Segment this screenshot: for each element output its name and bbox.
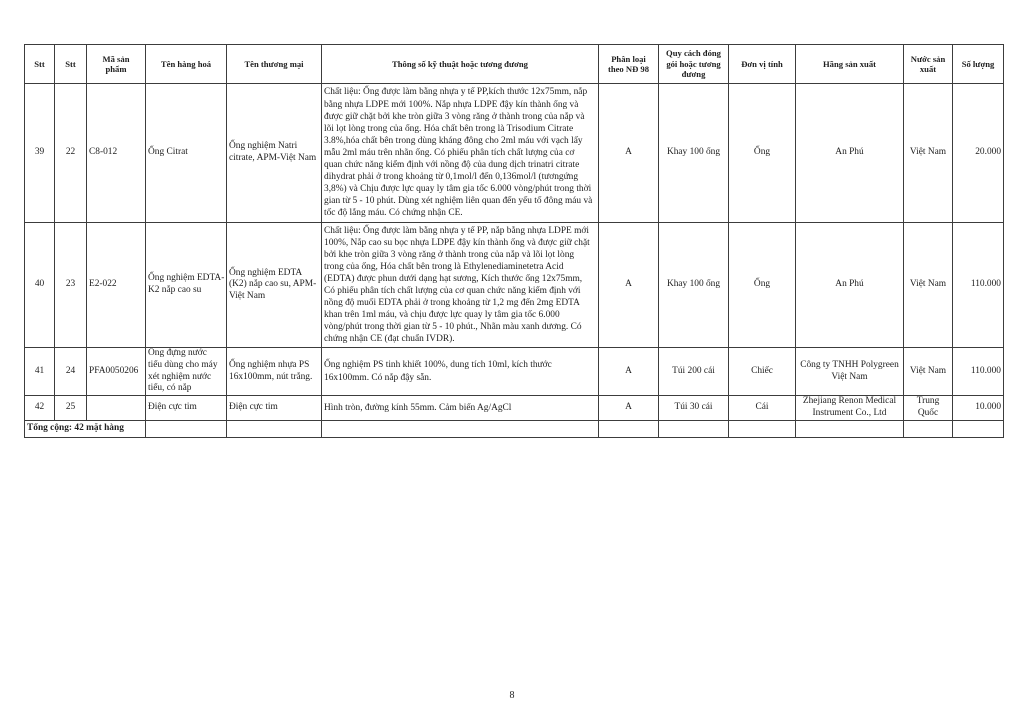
- cell-text-line-row: [731, 279, 793, 291]
- cell-text-line-row: [324, 135, 596, 147]
- cell-item-name: [146, 348, 227, 396]
- cell-text-line: trong của ống, Hóa chất bên trong là Ethylenediaminetetra Acid: [324, 261, 564, 272]
- cell-text-line: C8-012: [89, 147, 118, 158]
- cell-product-code: [87, 396, 146, 421]
- column-header-label-row: [955, 59, 1001, 70]
- cell-text-line: được giữ chặt bởi khe tròn giữa 3 vòng răng ở thành trong của nắp và: [324, 111, 585, 122]
- cell-packing: [659, 396, 729, 421]
- cell-text-line-row: [148, 348, 224, 360]
- column-header-label: phẩm: [105, 64, 127, 74]
- cell-quantity: [953, 348, 1004, 396]
- cell-text-line-row: [324, 225, 596, 237]
- cell-text-line: khan trên 1ml máu, và chịu được lực quay ly tâm gia tốc 6.000: [324, 310, 560, 321]
- cell-text-line-row: [661, 279, 726, 291]
- cell-text-line: 3.8%,hóa chất bên trong dùng kháng đông cho 2ml máu với vạch lấy: [324, 135, 583, 146]
- cell-text-line: Ống: [753, 147, 771, 158]
- cell-text-line: 20.000: [975, 147, 1001, 158]
- column-header-label: theo NĐ 98: [607, 64, 650, 74]
- cell-stt: [25, 396, 55, 421]
- cell-text-line: Instrument Co., Ltd: [812, 408, 887, 418]
- cell-text-line: dihydrat phải ở trong khoảng từ 0,1mol/l đến 0,136mol/l (tươngứng: [324, 172, 579, 183]
- column-header-label: Mã sản: [102, 53, 130, 64]
- cell-country: [904, 396, 953, 421]
- table-body: [25, 84, 1004, 438]
- column-header-label-row: [27, 59, 52, 70]
- cell-text-line-row: [798, 147, 901, 159]
- cell-text-line-row: [955, 402, 1001, 414]
- table-row: [25, 223, 1004, 348]
- column-header-label-row: [89, 54, 143, 65]
- cell-text-line-row: [906, 396, 950, 408]
- cell-text-line: Chất liệu: Ống được làm bằng nhựa y tế PP,kích thước 12x75mm, nắp: [324, 87, 588, 98]
- cell-text-line: 110.000: [970, 279, 1001, 290]
- table-row: [25, 396, 1004, 421]
- cell-trade-name: [227, 348, 322, 396]
- cell-text-line-row: [148, 402, 224, 414]
- total-row-empty-cell: [146, 421, 227, 438]
- cell-text-line-row: [324, 207, 596, 219]
- cell-text-line: Việt Nam: [909, 365, 947, 376]
- cell-text-line: Việt Nam: [909, 147, 947, 158]
- cell-specification: [322, 84, 599, 223]
- column-header-label-row: [661, 48, 726, 59]
- cell-item-name: [146, 223, 227, 348]
- cell-text-line-row: [731, 366, 793, 378]
- cell-text-line-row: [661, 147, 726, 159]
- column-header-label: Stt: [34, 58, 45, 69]
- cell-text-line: 16x100mm, nút trắng.: [229, 371, 313, 382]
- cell-packing: [659, 348, 729, 396]
- cell-text-line: K2 nắp cao su: [148, 285, 202, 295]
- cell-text-line: A: [625, 279, 632, 290]
- cell-text-line-row: [601, 366, 656, 378]
- cell-text-line-row: [229, 141, 319, 153]
- column-header-manufacturer: [796, 45, 904, 84]
- column-header-label-row: [229, 59, 319, 70]
- cell-text-line-row: [324, 171, 596, 183]
- column-header-label-row: [731, 59, 793, 70]
- cell-text-line: xét nghiệm nước: [148, 371, 212, 382]
- cell-text-line-row: [324, 123, 596, 135]
- cell-text-line-row: [324, 99, 596, 111]
- cell-text-line: Công ty TNHH Polygreen: [800, 359, 899, 370]
- cell-specification: [322, 396, 599, 421]
- cell-manufacturer: [796, 348, 904, 396]
- column-header-stt: [25, 45, 55, 84]
- total-row: [25, 421, 1004, 438]
- column-header-label: Phân loại: [611, 53, 646, 64]
- column-header-label-row: [601, 64, 656, 75]
- column-header-label-row: [324, 59, 596, 70]
- cell-product-code: [87, 348, 146, 396]
- cell-stt-group: [55, 84, 87, 223]
- cell-text-line-row: [906, 279, 950, 291]
- product-table: [24, 44, 1004, 438]
- cell-text-line: A: [625, 402, 632, 413]
- column-header-unit: [729, 45, 796, 84]
- cell-text-line: 16x100mm. Có nắp đậy sẵn.: [324, 372, 432, 383]
- cell-text-line-row: [324, 261, 596, 273]
- cell-classification: [599, 84, 659, 223]
- column-header-label: đương: [681, 69, 706, 80]
- cell-text-line-row: [57, 402, 84, 414]
- cell-text-line-row: [27, 402, 52, 414]
- cell-text-line-row: [229, 360, 319, 372]
- cell-text-line: 23: [65, 279, 76, 290]
- cell-text-line: (K2) nắp cao su, APM-: [229, 279, 317, 290]
- cell-trade-name: [227, 396, 322, 421]
- column-header-label: Nước sản: [910, 53, 946, 64]
- cell-text-line-row: [798, 396, 901, 408]
- cell-text-line-row: [229, 291, 319, 303]
- total-row-empty-cell: [953, 421, 1004, 438]
- cell-text-line-row: [661, 366, 726, 378]
- column-header-label-row: [57, 59, 84, 70]
- cell-stt: [25, 223, 55, 348]
- column-header-product-code: [87, 45, 146, 84]
- cell-text-line-row: [955, 147, 1001, 159]
- cell-stt: [25, 84, 55, 223]
- column-header-label: Thông số kỹ thuật hoặc tương đương: [392, 58, 528, 69]
- cell-specification: [322, 223, 599, 348]
- column-header-label-row: [601, 54, 656, 65]
- cell-text-line: Việt Nam: [909, 279, 947, 290]
- cell-text-line-row: [89, 147, 143, 159]
- cell-text-line: Ống nghiệm nhựa PS: [229, 359, 310, 370]
- cell-classification: [599, 348, 659, 396]
- cell-text-line-row: [798, 279, 901, 291]
- cell-text-line-row: [148, 372, 224, 384]
- cell-text-line-row: [89, 279, 143, 291]
- cell-text-line: A: [625, 147, 632, 158]
- cell-item-name: [146, 396, 227, 421]
- table-header: [25, 45, 1004, 84]
- cell-text-line-row: [229, 402, 319, 414]
- page-number: 8: [509, 690, 515, 701]
- table-row: [25, 348, 1004, 396]
- cell-text-line: 41: [34, 365, 45, 376]
- cell-text-line: E2-022: [89, 279, 117, 290]
- cell-text-line: lõi lọt lòng trong của ống. Hóa chất bên trong là Trisodium Citrate: [324, 123, 574, 134]
- cell-manufacturer: [796, 396, 904, 421]
- cell-classification: [599, 396, 659, 421]
- cell-unit: [729, 84, 796, 223]
- cell-text-line-row: [324, 359, 596, 371]
- cell-text-line-row: [324, 285, 596, 297]
- column-header-label-row: [148, 59, 224, 70]
- cell-product-code: [87, 223, 146, 348]
- cell-text-line: Túi 30 cái: [674, 402, 713, 413]
- cell-text-line: nồng độ muối EDTA phải ở trong khoảng từ 1,2 mg đến 2mg EDTA: [324, 298, 580, 309]
- cell-text-line: Ống nghiệm Natri: [229, 141, 298, 152]
- cell-text-line: Quốc: [917, 408, 939, 418]
- cell-text-line: Hình tròn, đường kính 55mm. Cảm biến Ag/AgCl: [324, 402, 512, 413]
- cell-text-line: Ống: [753, 279, 771, 290]
- column-header-label: Hãng sản xuất: [822, 58, 876, 69]
- column-header-label: Tên thương mại: [244, 58, 304, 69]
- column-header-trade-name: [227, 45, 322, 84]
- cell-text-line: 3,8%) và Chịu được lực quay ly tâm gia tốc 6.000 vòng/phút trong thời: [324, 184, 592, 195]
- cell-packing: [659, 223, 729, 348]
- column-header-packing: [659, 45, 729, 84]
- cell-text-line: Điện cực tim: [148, 402, 197, 413]
- cell-text-line: bằng nhựa LDPE mới 100%. Nắp nhựa LDPE đậy kín thành ống và: [324, 99, 579, 110]
- cell-text-line-row: [148, 273, 224, 285]
- cell-manufacturer: [796, 84, 904, 223]
- cell-text-line-row: [148, 383, 224, 395]
- cell-text-line-row: [148, 147, 224, 159]
- cell-text-line: 22: [65, 147, 76, 158]
- total-row-empty-cell: [659, 421, 729, 438]
- cell-text-line-row: [798, 372, 901, 384]
- cell-text-line: citrate, APM-Việt Nam: [229, 153, 317, 163]
- cell-country: [904, 223, 953, 348]
- column-header-label-row: [906, 54, 950, 65]
- column-header-label: Tên hàng hoá: [160, 58, 212, 69]
- cell-text-line-row: [229, 153, 319, 165]
- cell-text-line-row: [57, 279, 84, 291]
- total-row-empty-cell: [322, 421, 599, 438]
- cell-text-line: 42: [34, 402, 45, 413]
- cell-text-line: 10.000: [975, 402, 1001, 413]
- cell-text-line-row: [324, 111, 596, 123]
- cell-text-line-row: [324, 372, 596, 384]
- cell-specification: [322, 348, 599, 396]
- cell-text-line: Trung: [916, 396, 940, 407]
- cell-text-line-row: [955, 279, 1001, 291]
- total-row-empty-cell: [796, 421, 904, 438]
- cell-text-line-row: [906, 366, 950, 378]
- cell-unit: [729, 348, 796, 396]
- cell-text-line-row: [27, 147, 52, 159]
- cell-text-line: tốc độ lắng máu. Có chứng nhận CE.: [324, 208, 463, 219]
- column-header-label: Số lượng: [961, 58, 995, 69]
- total-label: Tổng cộng: 42 mặt hàng: [27, 423, 124, 434]
- cell-text-line-row: [229, 279, 319, 291]
- cell-text-line-row: [324, 147, 596, 159]
- cell-text-line: Ống đựng nước: [148, 348, 207, 359]
- cell-text-line: Túi 200 cái: [672, 365, 715, 376]
- cell-text-line-row: [324, 333, 596, 345]
- cell-text-line: Khay 100 ống: [666, 147, 721, 158]
- cell-stt: [25, 348, 55, 396]
- column-header-stt-group: [55, 45, 87, 84]
- column-header-specification: [322, 45, 599, 84]
- cell-text-line-row: [601, 279, 656, 291]
- cell-text-line-row: [324, 402, 596, 414]
- cell-text-line: 25: [65, 402, 76, 413]
- cell-text-line: gian từ 5 - 10 phút. Dùng xét nghiệm liên quan đến yếu tố đông máu và: [324, 196, 593, 207]
- cell-text-line: Ống nghiệm EDTA: [229, 267, 303, 278]
- column-header-label-row: [661, 59, 726, 70]
- column-header-country: [904, 45, 953, 84]
- cell-country: [904, 84, 953, 223]
- cell-stt-group: [55, 348, 87, 396]
- cell-text-line: Chất liệu: Ống được làm bằng nhựa y tế PP, nắp bằng nhựa LDPE mới: [324, 225, 589, 236]
- cell-text-line: Ống Citrat: [148, 147, 188, 158]
- cell-classification: [599, 223, 659, 348]
- cell-text-line-row: [148, 285, 224, 297]
- cell-stt-group: [55, 223, 87, 348]
- total-row-empty-cell: [729, 421, 796, 438]
- total-row-empty-cell: [227, 421, 322, 438]
- cell-text-line-row: [661, 402, 726, 414]
- cell-text-line: Chiếc: [751, 365, 773, 376]
- cell-text-line-row: [324, 249, 596, 261]
- cell-text-line: A: [625, 365, 632, 376]
- column-header-label: Quy cách đóng: [666, 48, 721, 59]
- cell-stt-group: [55, 396, 87, 421]
- cell-text-line-row: [601, 402, 656, 414]
- cell-text-line-row: [148, 360, 224, 372]
- column-header-label-row: [661, 69, 726, 80]
- cell-text-line-row: [731, 402, 793, 414]
- cell-text-line-row: [798, 408, 901, 420]
- cell-text-line: vòng/phút trong thời gian từ 5 - 10 phút., Nhãn màu xanh dương. Có: [324, 322, 582, 333]
- cell-country: [904, 348, 953, 396]
- cell-text-line: 39: [34, 147, 45, 158]
- column-header-label-row: [89, 64, 143, 75]
- column-header-label: Stt: [65, 58, 76, 69]
- cell-text-line-row: [906, 408, 950, 420]
- cell-trade-name: [227, 223, 322, 348]
- cell-quantity: [953, 396, 1004, 421]
- cell-item-name: [146, 84, 227, 223]
- column-header-label: Đơn vị tính: [741, 58, 783, 69]
- cell-text-line-row: [27, 366, 52, 378]
- cell-text-line-row: [89, 366, 143, 378]
- cell-text-line: bởi khe tròn giữa 3 vòng răng ở thành trong của nắp và lõi lọt lòng: [324, 249, 575, 260]
- total-label-cell: [25, 421, 146, 438]
- cell-text-line: PFA0050206: [89, 365, 139, 376]
- cell-text-line-row: [324, 321, 596, 333]
- cell-text-line-row: [955, 366, 1001, 378]
- cell-text-line-row: [57, 366, 84, 378]
- column-header-quantity: [953, 45, 1004, 84]
- column-header-label-row: [798, 59, 901, 70]
- cell-text-line-row: [324, 309, 596, 321]
- cell-text-line: quan chức năng kiểm định với nồng độ của dung dịch trinatri citrate: [324, 160, 580, 171]
- cell-text-line: Zhejiang Renon Medical: [802, 396, 897, 407]
- cell-text-line-row: [731, 147, 793, 159]
- cell-trade-name: [227, 84, 322, 223]
- total-row-empty-cell: [904, 421, 953, 438]
- column-header-classification: [599, 45, 659, 84]
- cell-text-line: mẫu 2ml máu trên nhãn ống. Có phiếu phân tích chất lượng của cơ: [324, 147, 575, 158]
- cell-unit: [729, 396, 796, 421]
- cell-quantity: [953, 223, 1004, 348]
- cell-text-line: tiểu, có nắp: [148, 383, 192, 394]
- cell-text-line: An Phú: [835, 147, 864, 158]
- cell-text-line-row: [324, 183, 596, 195]
- column-header-label: gói hoặc tương: [666, 58, 721, 69]
- cell-text-line: Có phiếu phân tích chất lượng của cơ quan chức năng kiểm định với: [324, 286, 581, 296]
- cell-text-line: Khay 100 ống: [666, 279, 721, 290]
- table-row: [25, 84, 1004, 223]
- cell-text-line-row: [324, 86, 596, 98]
- cell-text-line: Việt Nam: [831, 371, 868, 382]
- cell-text-line: 110.000: [970, 365, 1001, 376]
- cell-text-line-row: [601, 147, 656, 159]
- cell-manufacturer: [796, 223, 904, 348]
- column-header-label: xuất: [919, 64, 937, 74]
- cell-text-line: Ống nghiệm EDTA-: [148, 273, 225, 284]
- cell-quantity: [953, 84, 1004, 223]
- cell-text-line-row: [57, 147, 84, 159]
- cell-text-line: 24: [65, 365, 76, 376]
- cell-packing: [659, 84, 729, 223]
- cell-text-line-row: [229, 268, 319, 280]
- cell-unit: [729, 223, 796, 348]
- cell-text-line-row: [324, 297, 596, 309]
- cell-text-line: Điện cực tim: [229, 402, 278, 413]
- cell-text-line-row: [229, 372, 319, 384]
- column-header-label-row: [906, 64, 950, 75]
- cell-text-line: Ống nghiệm PS tinh khiết 100%, dung tích 10ml, kích thước: [324, 360, 552, 371]
- cell-product-code: [87, 84, 146, 223]
- cell-text-line: 100%, Nắp cao su bọc nhựa LDPE đậy kín thành ống và được giữ chặt: [324, 237, 590, 248]
- cell-text-line-row: [324, 159, 596, 171]
- cell-text-line: Việt Nam: [229, 290, 266, 301]
- cell-text-line-row: [324, 273, 596, 285]
- cell-text-line: (EDTA) được phun dưới dạng hạt sương, Kích thước ống 12x75mm,: [324, 273, 583, 284]
- cell-text-line-row: [324, 195, 596, 207]
- cell-text-line-row: [906, 147, 950, 159]
- cell-text-line: 40: [34, 279, 45, 290]
- cell-text-line-row: [324, 237, 596, 249]
- cell-text-line-row: [27, 279, 52, 291]
- column-header-item-name: [146, 45, 227, 84]
- header-row: [25, 45, 1004, 84]
- cell-text-line-row: [798, 360, 901, 372]
- cell-text-line: Cái: [755, 402, 769, 413]
- cell-text-line: tiểu dùng cho máy: [148, 359, 218, 370]
- cell-text-line: An Phú: [835, 279, 864, 290]
- cell-text-line: chứng nhận CE (đạt chuẩn IVDR).: [324, 334, 455, 345]
- total-row-empty-cell: [599, 421, 659, 438]
